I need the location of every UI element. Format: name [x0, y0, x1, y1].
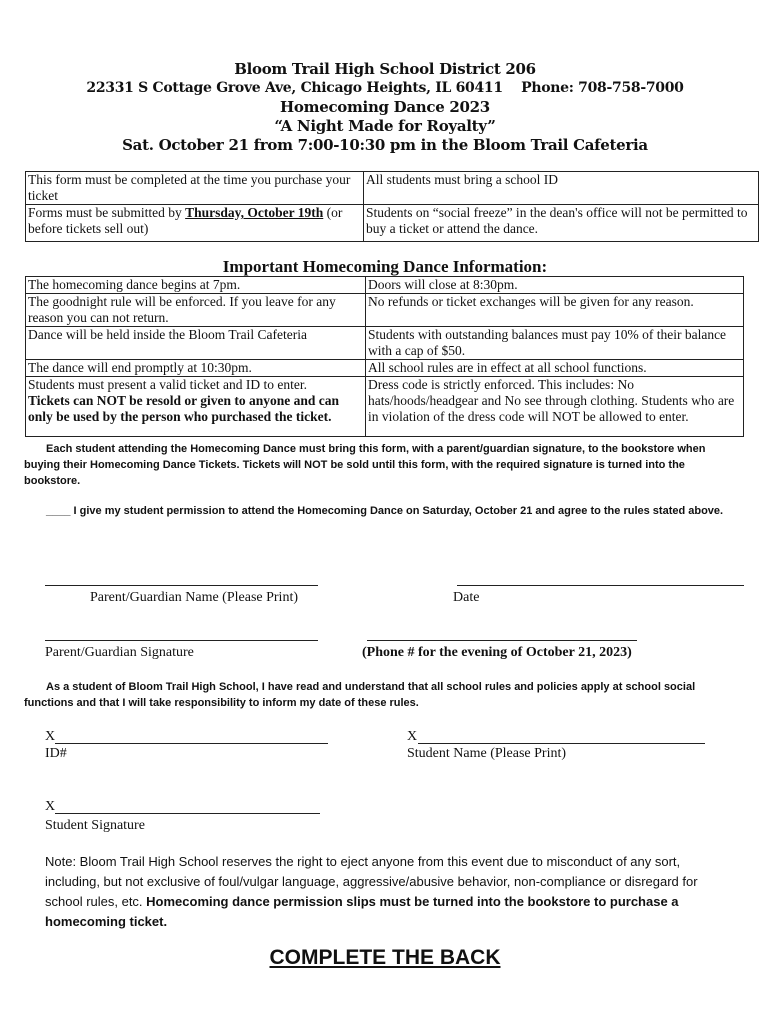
- event-date-line: Sat. October 21 from 7:00-10:30 pm in the Bloom Trail Cafeteria: [122, 136, 648, 154]
- info-text: The homecoming dance begins at 7pm.: [28, 277, 241, 292]
- deadline-suffix: (or before tickets sell out): [28, 205, 343, 236]
- parent-name-label: Parent/Guardian Name (Please Print): [90, 590, 298, 605]
- parent-signature-line[interactable]: [45, 640, 318, 641]
- requirements-table: [25, 171, 759, 242]
- address-phone-line: [0, 79, 770, 98]
- info-title: Important Homecoming Dance Information:: [222, 257, 548, 276]
- requirement-cell: [26, 172, 364, 205]
- permission-checkbox-blank[interactable]: ____: [46, 505, 71, 517]
- info-text: Students must present a valid ticket and ID to enter.: [28, 377, 307, 392]
- info-cell: [26, 327, 366, 360]
- id-x-mark: X: [45, 729, 56, 744]
- student-name-label: Student Name (Please Print): [407, 746, 567, 761]
- deadline-prefix: Forms must be submitted by: [28, 205, 186, 220]
- info-text: No refunds or ticket exchanges will be given for any reason.: [368, 294, 694, 309]
- note-paragraph: [45, 852, 735, 932]
- student-signature-label: Student Signature: [45, 818, 145, 833]
- requirement-cell: [26, 205, 364, 242]
- submission-deadline: [28, 205, 361, 237]
- permission-statement: [24, 503, 744, 519]
- school-name: Bloom Trail High School District 206: [234, 60, 536, 78]
- phone-line[interactable]: [367, 640, 637, 641]
- info-text: All school rules are in effect at all school functions.: [368, 360, 647, 375]
- ticket-rule-bold: Tickets can NOT be resold or given to anyone and can only be used by the person who purchased the ticket.: [28, 393, 340, 424]
- student-name-x-mark: X: [407, 729, 418, 744]
- deadline-date: Thursday, October 19th: [185, 205, 324, 220]
- parent-signature-label: Parent/Guardian Signature: [45, 645, 194, 660]
- parent-name-line[interactable]: [45, 585, 318, 586]
- info-cell: [366, 294, 744, 327]
- info-text: Dance will be held inside the Bloom Trail Cafeteria: [28, 327, 307, 342]
- phone-label: (Phone # for the evening of October 21, 2023): [362, 645, 632, 660]
- note-text: Note: Bloom Trail High School reserves the right to eject anyone from this event due to misconduct of any sort, including, but not exclusive of foul/vulgar language, aggressive/abusive behavior, non-compliance or disregard for school rules, etc.: [45, 854, 698, 909]
- requirement-text: Students on “social freeze” in the dean's office will not be permitted to buy a ticket or attend the dance.: [366, 205, 748, 236]
- date-label: Date: [453, 590, 480, 605]
- id-label: ID#: [45, 746, 67, 761]
- info-text: Students with outstanding balances must pay 10% of their balance with a cap of $50.: [368, 327, 727, 358]
- student-name-line[interactable]: [418, 743, 705, 744]
- student-signature-x-mark: X: [45, 799, 56, 814]
- permission-text: I give my student permission to attend the Homecoming Dance on Saturday, October 21 and agree to the rules stated above.: [70, 505, 724, 517]
- info-cell: [26, 294, 366, 327]
- school-phone: Phone: 708-758-7000: [521, 80, 684, 96]
- info-cell: [366, 377, 744, 437]
- requirement-cell: [364, 205, 759, 242]
- id-line[interactable]: [55, 743, 328, 744]
- dress-code-text: Dress code is strictly enforced. This includes: No hats/hoods/headgear and No see through clothing. Students who are in violation of the dress code will NOT be allowed to enter.: [368, 377, 735, 424]
- info-text: The dance will end promptly at 10:30pm.: [28, 360, 252, 375]
- note-bold-text: Homecoming dance permission slips must be turned into the bookstore to purchase a homecoming ticket.: [45, 894, 679, 929]
- info-text: Doors will close at 8:30pm.: [368, 277, 518, 292]
- acknowledgement-paragraph: As a student of Bloom Trail High School, I have read and understand that all school rules and policies apply at school social functions and that I will take responsibility to inform my date of these rules.: [24, 681, 696, 709]
- info-text: The goodnight rule will be enforced. If you leave for any reason you can not return.: [28, 294, 336, 325]
- form-header: [0, 60, 770, 155]
- instructions-paragraph: Each student attending the Homecoming Dance must bring this form, with a parent/guardian signature, to the bookstore when buying their Homecoming Dance Tickets. Tickets will NOT be sold until this form, with the required signature is turned into the bookstore.: [24, 443, 706, 487]
- requirement-cell: [364, 172, 759, 205]
- info-cell: [366, 327, 744, 360]
- date-line[interactable]: [457, 585, 744, 586]
- info-cell: [26, 277, 366, 294]
- student-signature-line[interactable]: [55, 813, 320, 814]
- event-name: Homecoming Dance 2023: [280, 98, 490, 116]
- info-table: [25, 276, 744, 437]
- info-cell: [366, 360, 744, 377]
- school-address: 22331 S Cottage Grove Ave, Chicago Heights, IL 60411: [86, 80, 503, 96]
- complete-the-back-heading: COMPLETE THE BACK: [269, 946, 501, 969]
- event-theme: “A Night Made for Royalty”: [274, 117, 496, 135]
- requirement-text: This form must be completed at the time you purchase your ticket: [28, 172, 351, 203]
- info-cell: [26, 377, 366, 437]
- requirement-text: All students must bring a school ID: [366, 172, 558, 187]
- info-cell: [26, 360, 366, 377]
- info-cell: [366, 277, 744, 294]
